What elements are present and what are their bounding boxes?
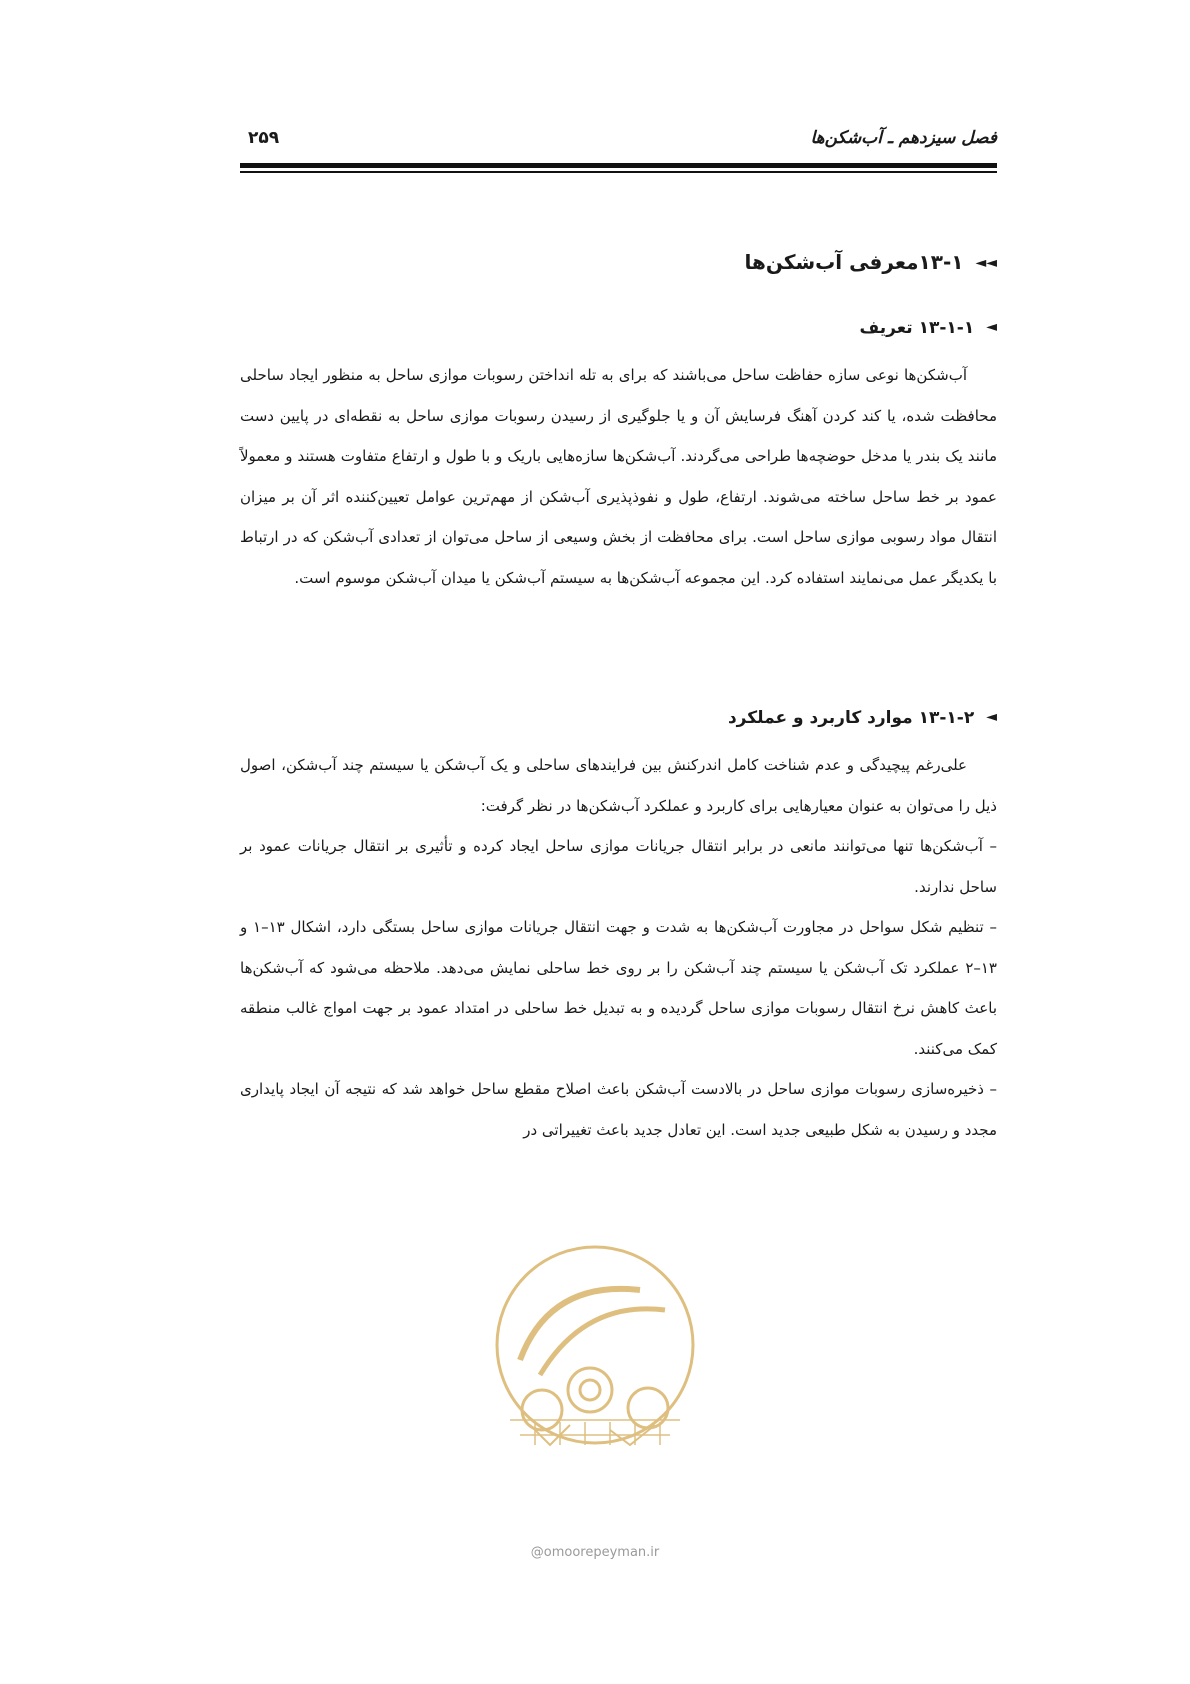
bullet-paragraph: – تنظیم شکل سواحل در مجاورت آب‌شکن‌ها به شدت و جهت انتقال جریانات موازی ساحل بستگی دارد، اشکال ۱۳–۱ و ۱۳–۲ عملکرد تک آب‌شکن یا سیستم چند آب‌شکن را بر روی خط ساحلی نمایش می‌دهد. ملاحظه می‌شود که آب‌شکن‌ها باعث کاهش نرخ انتقال رسوبات موازی ساحل گردیده و به تبدیل خط ساحلی در امتداد عمود بر جهت امواج غالب منطقه کمک می‌کنند.: [240, 918, 997, 1058]
bullet-paragraph: – آب‌شکن‌ها تنها می‌توانند مانعی در برابر انتقال جریانات موازی ساحل ایجاد کرده و تأثیری بر انتقال جریانات عمود بر ساحل ندارند.: [240, 837, 997, 896]
bullet-paragraph: – ذخیره‌سازی رسوبات موازی ساحل در بالادست آب‌شکن باعث اصلاح مقطع ساحل خواهد شد که نتیجه آن ایجاد پایداری مجدد و رسیدن به شکل طبیعی جدید است. این تعادل جدید باعث تغییراتی در: [240, 1080, 997, 1139]
subsection-title: ۱۳-۱-۲ موارد کاربرد و عملکرد: [727, 708, 975, 728]
watermark-site: @omoorepeyman.ir: [530, 1545, 660, 1560]
running-head: [240, 128, 997, 160]
applications-body: [240, 745, 997, 1150]
subsection-heading-definition: [859, 318, 997, 338]
double-arrow-icon: ◄◄: [975, 255, 997, 271]
arrow-icon: ◄: [986, 319, 997, 335]
paragraph: آب‌شکن‌ها نوعی سازه حفاظت ساحل می‌باشند که برای به تله انداختن رسوبات موازی ساحل به منظور ایجاد ساحلی محافظت شده، یا کند کردن آهنگ فرسایش آن و یا جلوگیری از رسیدن رسوبات موازی ساحل به نقطه‌ای در پایین دست مانند یک بندر یا مدخل حوضچه‌ها طراحی می‌گردند. آب‌شکن‌ها سازه‌هایی باریک و با طول و ارتفاع متفاوت هستند و معمولاً عمود بر خط ساحل ساخته می‌شوند. ارتفاع، طول و نفوذپذیری آب‌شکن از مهم‌ترین عوامل تعیین‌کننده اثر آن بر میزان انتقال مواد رسوبی موازی ساحل است. برای محافظت از بخش وسیعی از ساحل می‌توان از تعدادی آب‌شکن که در ارتباط با یکدیگر عمل می‌نمایند استفاده کرد. این مجموعه آب‌شکن‌ها به سیستم آب‌شکن یا میدان آب‌شکن موسوم است.: [240, 366, 997, 587]
watermark-logo: [490, 1240, 700, 1460]
header-rule-thin: [240, 171, 997, 173]
header-rule-thick: [240, 163, 997, 168]
paragraph: علی‌رغم پیچیدگی و عدم شناخت کامل اندرکنش بین فرایندهای ساحلی و یک آب‌شکن یا سیستم چند آب‌شکن، اصول ذیل را می‌توان به عنوان معیارهایی برای کاربرد و عملکرد آب‌شکن‌ها در نظر گرفت:: [240, 756, 997, 815]
subsection-heading-applications: [728, 708, 997, 728]
section-heading: [744, 250, 997, 274]
subsection-title: ۱۳-۱-۱ تعریف: [859, 318, 975, 338]
section-title: ۱۳-۱معرفی آب‌شکن‌ها: [744, 250, 964, 274]
page-number: ۲۵۹: [248, 128, 280, 148]
chapter-title: فصل سیزدهم ـ آب‌شکن‌ها: [810, 128, 997, 148]
arrow-icon: ◄: [986, 709, 997, 725]
definition-body: [240, 355, 997, 598]
at-icon: @: [530, 1545, 544, 1560]
